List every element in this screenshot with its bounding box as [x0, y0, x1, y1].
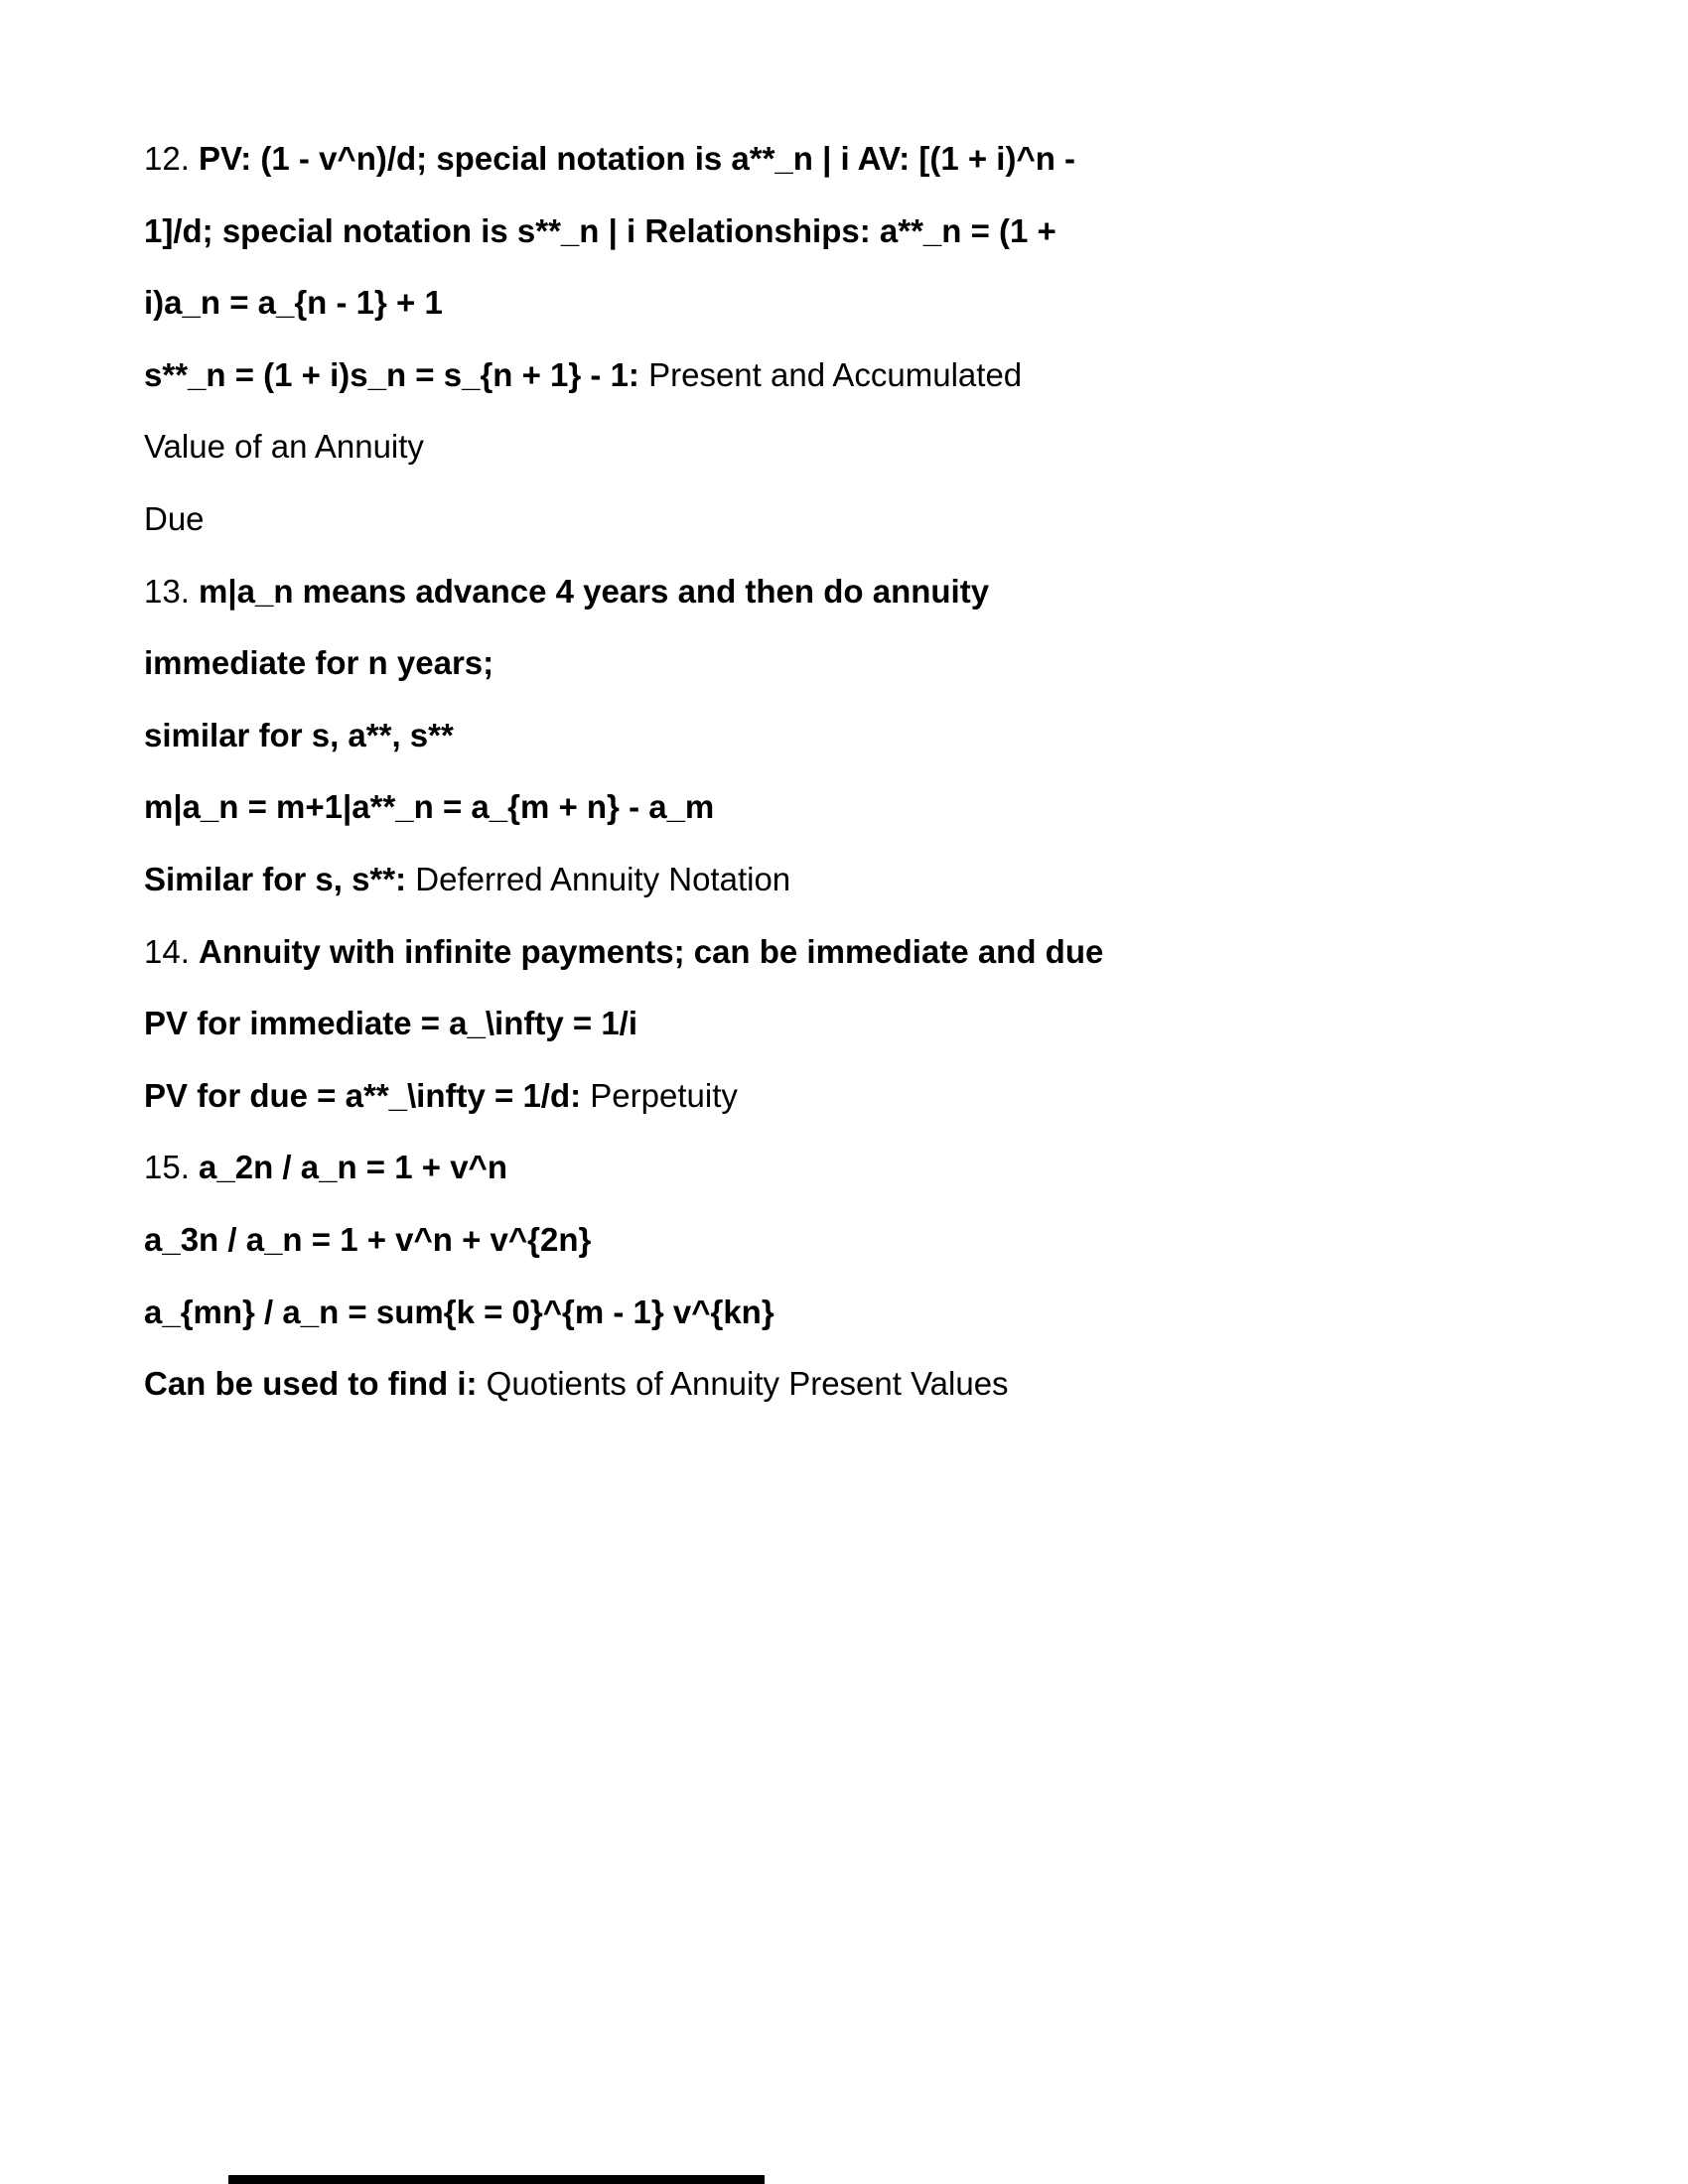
text-line: [144, 196, 1574, 268]
bold-text-segment: PV for due = a**_\infty = 1/d:: [144, 1076, 591, 1114]
text-line: [144, 1132, 1574, 1204]
bold-text-segment: a_{mn} / a_n = sum{k = 0}^{m - 1} v^{kn}: [144, 1293, 774, 1330]
text-line: [144, 627, 1574, 700]
bold-text-segment: a_2n / a_n = 1 + v^n: [199, 1149, 507, 1186]
text-segment: Value of an Annuity: [144, 428, 424, 466]
text-line: [144, 411, 1574, 483]
text-line: [144, 1277, 1574, 1349]
text-line: [144, 556, 1574, 628]
bold-text-segment: Annuity with infinite payments; can be immediate and due: [199, 932, 1104, 970]
text-line: [144, 123, 1574, 196]
text-line: [144, 1348, 1574, 1421]
bold-text-segment: m|a_n means advance 4 years and then do annuity: [199, 572, 990, 610]
text-segment: Due: [144, 499, 205, 537]
text-segment: Quotients of Annuity Present Values: [486, 1365, 1009, 1403]
text-line: [144, 700, 1574, 772]
text-line: [144, 1204, 1574, 1277]
bold-text-segment: s**_n = (1 + i)s_n = s_{n + 1} - 1:: [144, 355, 649, 393]
text-segment: Present and Accumulated: [648, 355, 1023, 393]
text-line: [144, 340, 1574, 412]
bold-text-segment: immediate for n years;: [144, 644, 494, 682]
bold-text-segment: i)a_n = a_{n - 1} + 1: [144, 284, 443, 322]
text-line: [144, 267, 1574, 340]
next-page-partial-bar: [228, 2175, 765, 2184]
bold-text-segment: Can be used to find i:: [144, 1365, 487, 1403]
bold-text-segment: a_3n / a_n = 1 + v^n + v^{2n}: [144, 1220, 592, 1258]
text-line: [144, 771, 1574, 844]
text-segment: Deferred Annuity Notation: [415, 860, 791, 897]
text-line: [144, 988, 1574, 1060]
text-line: [144, 483, 1574, 556]
text-segment: 12.: [144, 140, 200, 177]
text-segment: 15.: [144, 1149, 200, 1186]
bold-text-segment: 1]/d; special notation is s**_n | i Relationships: a**_n = (1 +: [144, 211, 1056, 249]
bold-text-segment: similar for s, a**, s**: [144, 716, 454, 753]
document-body: [144, 123, 1574, 1421]
bold-text-segment: PV for immediate = a_\infty = 1/i: [144, 1005, 638, 1042]
text-segment: 14.: [144, 932, 200, 970]
bold-text-segment: Similar for s, s**:: [144, 860, 416, 897]
text-line: [144, 1060, 1574, 1133]
bold-text-segment: PV: (1 - v^n)/d; special notation is a**_n | i AV: [(1 + i)^n -: [199, 140, 1076, 177]
text-segment: Perpetuity: [590, 1076, 738, 1114]
bold-text-segment: m|a_n = m+1|a**_n = a_{m + n} - a_m: [144, 788, 715, 826]
text-line: [144, 844, 1574, 916]
text-segment: 13.: [144, 572, 200, 610]
text-line: [144, 916, 1574, 989]
